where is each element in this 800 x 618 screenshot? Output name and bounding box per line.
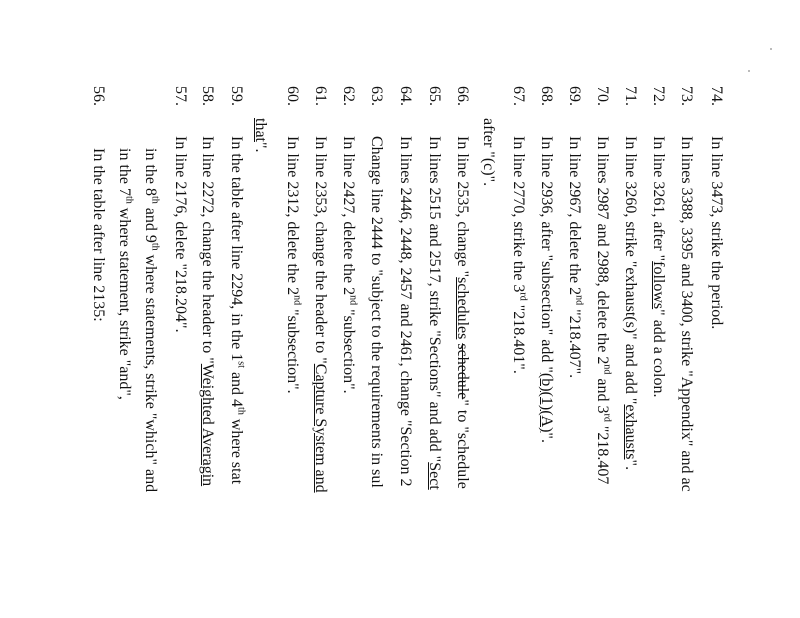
text-segment: in the 8 — [142, 148, 159, 196]
struck-text: schedule — [454, 343, 471, 400]
superscript: th — [235, 407, 247, 415]
amendment-number: 67. — [510, 86, 527, 106]
amendment-number: 61. — [312, 86, 329, 106]
amendment-text — [226, 136, 246, 484]
scan-speck — [770, 48, 772, 50]
amendment-line — [536, 0, 556, 618]
superscript: st — [235, 361, 247, 368]
superscript: th — [149, 196, 161, 204]
inserted-text: Sect — [426, 462, 443, 490]
inserted-text: Capture System and — [312, 363, 329, 493]
amendment-text — [338, 136, 358, 394]
amendment-number: 56. — [90, 86, 107, 106]
amendment-text — [620, 136, 640, 470]
amendment-number: 62. — [340, 86, 357, 106]
text-segment: and 4 — [228, 367, 245, 408]
amendment-line — [620, 0, 640, 618]
text-segment: "218.407 — [594, 421, 611, 485]
amendment-line — [250, 0, 270, 618]
amendment-line — [424, 0, 444, 618]
text-segment: "subsection". — [340, 305, 357, 394]
inserted-text: that — [252, 118, 269, 142]
amendment-line — [706, 0, 726, 618]
amendment-text — [452, 136, 472, 489]
inserted-text: schedules — [454, 277, 471, 340]
text-segment: In lines 3388, 3395 and 3400, strike "Appendix" and ac — [678, 136, 695, 492]
text-segment: "subsection". — [284, 305, 301, 394]
text-segment: In line 2272, change the header to " — [199, 136, 216, 364]
text-segment: ". — [538, 432, 555, 443]
text-segment: where statements, strike "which" and — [142, 250, 159, 493]
text-segment: and 3 — [594, 374, 611, 414]
amendment-number: 70. — [594, 86, 611, 106]
amendment-text — [395, 136, 415, 486]
text-segment: Change line 2444 to "subject to the requirements in sul — [368, 136, 385, 488]
amendment-text — [366, 136, 386, 488]
amendment-number: 57. — [172, 86, 189, 106]
text-segment: in the 7 — [116, 148, 133, 196]
text-segment: In line 2312, delete the 2 — [284, 136, 301, 296]
amendment-number: 64. — [397, 86, 414, 106]
amendment-number: 72. — [650, 86, 667, 106]
text-segment: "218.407". — [566, 305, 583, 379]
superscript: nd — [347, 295, 359, 306]
amendment-number: 73. — [678, 86, 695, 106]
amendment-text — [508, 136, 528, 374]
amendment-line — [478, 0, 498, 618]
amendment-number: 68. — [538, 86, 555, 106]
superscript: th — [123, 196, 135, 204]
amendment-text — [424, 136, 444, 490]
inserted-text: exhausts — [622, 404, 639, 460]
amendment-line — [170, 0, 190, 618]
amendment-line — [140, 0, 160, 618]
amendment-text — [648, 136, 668, 397]
amendment-line — [226, 0, 246, 618]
amendment-line — [310, 0, 330, 618]
amendment-line — [676, 0, 696, 618]
amendment-number: 58. — [199, 86, 216, 106]
amendment-number: 74. — [708, 86, 725, 106]
superscript: th — [149, 242, 161, 251]
amendment-text — [536, 136, 556, 443]
text-segment: " to "schedule — [454, 399, 471, 489]
amendment-number: 63. — [368, 86, 385, 106]
amendment-line — [564, 0, 584, 618]
amendment-text — [564, 136, 584, 378]
amendment-text — [310, 136, 330, 493]
text-segment: In line 2535, change " — [454, 136, 471, 278]
amendment-number: 66. — [454, 86, 471, 106]
amendment-text — [197, 136, 217, 486]
amendment-line — [282, 0, 302, 618]
amendment-text — [592, 136, 612, 484]
text-segment: "218.401". — [510, 300, 527, 374]
text-segment: In line 2176, delete "218.204". — [172, 136, 189, 333]
text-segment: In lines 2515 and 2517, strike "Sections" and add " — [426, 136, 443, 463]
text-segment: ". — [252, 142, 269, 153]
text-segment: In line 2427, delete the 2 — [340, 136, 357, 296]
superscript: nd — [601, 364, 613, 375]
text-segment: after "(c)". — [480, 118, 497, 187]
amendment-text — [676, 136, 696, 492]
text-segment: In lines 2446, 2448, 2457 and 2461, change "Section 2 — [397, 136, 414, 487]
amendment-text — [478, 118, 498, 186]
amendment-text — [250, 118, 270, 153]
amendment-text — [114, 148, 134, 400]
text-segment: and 9 — [142, 203, 159, 243]
text-segment: In line 2967, delete the 2 — [566, 136, 583, 296]
amendment-number: 65. — [426, 86, 443, 106]
amendment-line — [592, 0, 612, 618]
inserted-text: (b)(1)(A) — [538, 372, 555, 433]
amendment-number: 60. — [284, 86, 301, 106]
text-segment: In line 2353, change the header to " — [312, 136, 329, 364]
amendment-line — [395, 0, 415, 618]
superscript: rd — [517, 292, 529, 301]
text-segment: In line 2770, strike the 3 — [510, 136, 527, 293]
text-segment: In the table after line 2294, in the 1 — [228, 136, 245, 362]
inserted-text: follows — [650, 261, 667, 310]
amendment-line — [366, 0, 386, 618]
amendment-number: 71. — [622, 86, 639, 106]
amendment-text — [706, 136, 726, 329]
amendment-text — [170, 136, 190, 333]
scan-speck — [748, 70, 750, 72]
amendment-line — [648, 0, 668, 618]
amendment-text — [88, 148, 108, 322]
amendment-number: 69. — [566, 86, 583, 106]
amendment-line — [88, 0, 108, 618]
text-segment: In line 3473, strike the period. — [708, 136, 725, 330]
superscript: nd — [573, 295, 585, 306]
amendment-line — [114, 0, 134, 618]
amendment-text — [282, 136, 302, 394]
text-segment: " add a colon. — [650, 309, 667, 398]
amendment-line — [508, 0, 528, 618]
amendment-number: 59. — [228, 86, 245, 106]
text-segment: In lines 2987 and 2988, delete the 2 — [594, 136, 611, 365]
inserted-text: Weighted Averagin — [199, 363, 216, 487]
text-segment: In line 3261, after " — [650, 136, 667, 262]
amendment-line — [452, 0, 472, 618]
text-segment: where stat — [228, 414, 245, 485]
text-segment: In line 3260, strike "exhaust(s)" and add " — [622, 136, 639, 405]
amendment-text — [140, 148, 160, 492]
superscript: nd — [291, 295, 303, 306]
superscript: rd — [601, 413, 613, 422]
text-segment: ". — [622, 459, 639, 471]
text-segment: In the table after line 2135: — [90, 148, 107, 322]
amendment-line — [197, 0, 217, 618]
text-segment: where statement, strike "and", — [116, 203, 133, 400]
amendment-line — [338, 0, 358, 618]
text-segment: In line 2936, after "subsection" add " — [538, 136, 555, 373]
